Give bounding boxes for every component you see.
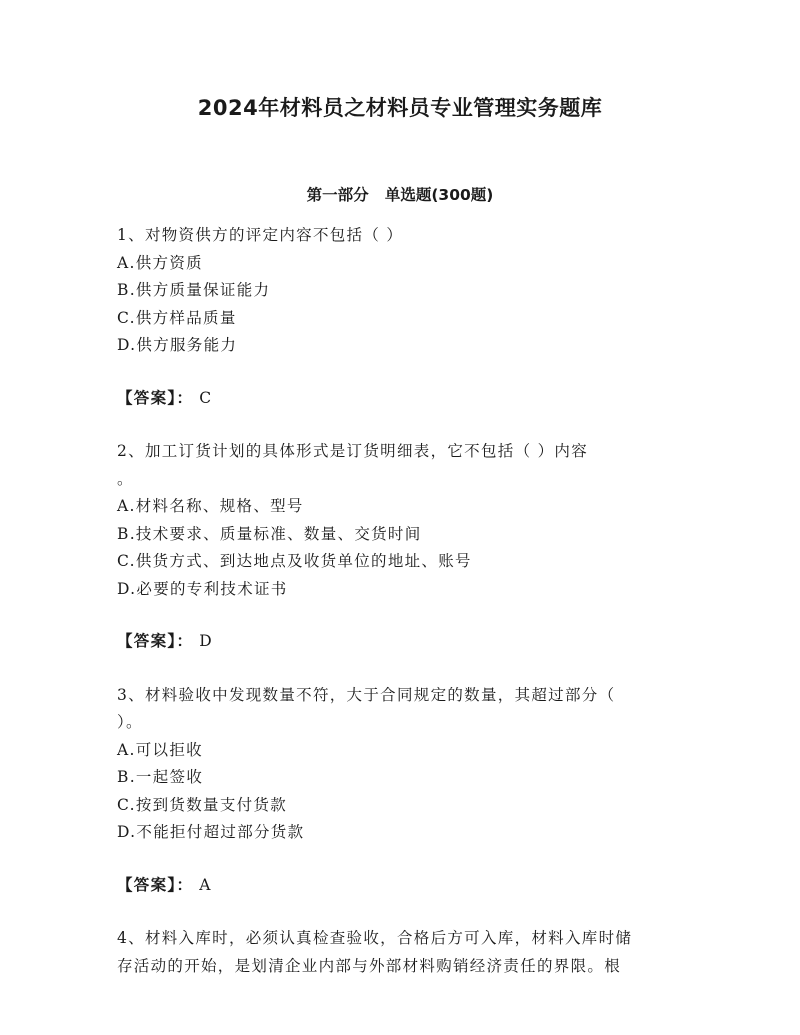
answer-line (117, 872, 687, 900)
question-text: 2、加工订货计划的具体形式是订货明细表，它不包括（ ）内容 (117, 442, 588, 460)
question-text: 4、材料入库时，必须认真检查验收，合格后方可入库，材料入库时储 (117, 929, 633, 947)
option-d: D.不能拒付超过部分货款 (117, 823, 305, 841)
question-text-cont: 存活动的开始，是划清企业内部与外部材料购销经济责任的界限。根 (117, 956, 622, 975)
option-a: A.供方资质 (117, 253, 203, 272)
option-b: B.供方质量保证能力 (117, 281, 271, 299)
answer-label: 【答案】： (117, 388, 194, 407)
section-heading: 第一部分 单选题(300题) (306, 186, 494, 204)
option-a: A.可以拒收 (117, 740, 203, 759)
option-b: B.技术要求、质量标准、数量、交货时间 (117, 524, 422, 543)
answer-label: 【答案】： (117, 632, 194, 650)
question-text-cont: 。 (117, 469, 134, 488)
answer-value: A (199, 875, 212, 894)
document-title: 2024年材料员之材料员专业管理实务题库 (197, 96, 603, 120)
answer-value: D (199, 632, 213, 650)
option-a: A.材料名称、规格、型号 (117, 497, 304, 515)
question-text-cont: ）。 (117, 713, 143, 731)
option-b: B.一起签收 (117, 768, 204, 786)
answer-label: 【答案】： (117, 875, 194, 894)
answer-line (117, 628, 687, 656)
question-4 (117, 925, 687, 980)
question-text: 1、对物资供方的评定内容不包括（ ） (117, 226, 404, 244)
option-c: C.按到货数量支付货款 (117, 795, 288, 814)
question-1 (117, 222, 687, 412)
question-list (117, 222, 687, 980)
option-c: C.供方样品质量 (117, 308, 237, 327)
answer-value: C (199, 388, 213, 407)
option-c: C.供货方式、到达地点及收货单位的地址、账号 (117, 552, 472, 570)
answer-line (117, 385, 687, 413)
question-text: 3、材料验收中发现数量不符，大于合同规定的数量，其超过部分（ (117, 685, 616, 704)
option-d: D.必要的专利技术证书 (117, 579, 288, 598)
question-2 (117, 438, 687, 656)
question-3 (117, 682, 687, 900)
option-d: D.供方服务能力 (117, 336, 238, 354)
